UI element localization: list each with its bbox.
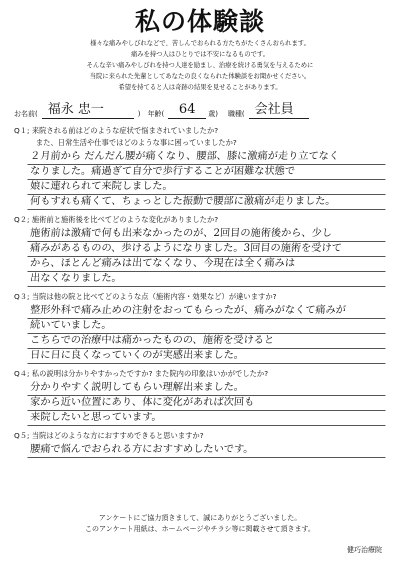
job-value: 会社員 bbox=[249, 102, 309, 119]
intro-line: そんな辛い痛みやしびれを持つ人達を励まし、治療を続ける勇気を与えるために bbox=[86, 62, 314, 69]
question-text: Q２; 施術前と施術後を比べてどのような変化がありましたか? bbox=[14, 215, 219, 224]
answer-4 bbox=[28, 381, 386, 426]
answer-line: ２月前から だんだん腰が痛くなり、腰部、膝に激痛が走り立てなく bbox=[27, 150, 386, 165]
answer-line: 家から近い位置にあり、体に変化があれば次回も bbox=[27, 396, 386, 411]
job-label: 職種( bbox=[227, 110, 245, 118]
footer-line: アンケートにご協力頂きまして、誠にありがとうございました。 bbox=[98, 514, 302, 522]
answer-line: 痛みがあるものの、歩けるようになりました。3回目の施術を受けて bbox=[27, 242, 386, 257]
footer-thanks bbox=[0, 513, 400, 535]
clinic-name: 健巧治療院 bbox=[347, 546, 382, 554]
answer-line: なりました。痛過ぎて自分で歩行することが困難な状態で bbox=[27, 165, 386, 180]
answer-1 bbox=[28, 150, 386, 210]
respondent-info bbox=[14, 99, 386, 119]
answer-line: 続いていました。 bbox=[27, 319, 386, 334]
intro-text bbox=[14, 38, 386, 93]
question-2 bbox=[14, 214, 386, 287]
intro-line: 当院に来られた先輩としてあなたの良くなられた体験談をお聞かせください。 bbox=[89, 73, 311, 80]
name-label: お名前( bbox=[14, 110, 38, 118]
question-text: Q１; 来院される前はどのような症状で悩まされていましたか? bbox=[14, 126, 219, 135]
question-1 bbox=[14, 125, 386, 210]
answer-5 bbox=[28, 443, 386, 458]
question-4 bbox=[14, 368, 386, 426]
age-label: ) 年齢( bbox=[137, 110, 165, 118]
question-text: また、日常生活や仕事ではどのような事に困っていましたか? bbox=[14, 138, 237, 147]
age-suffix: 歳) bbox=[208, 110, 218, 118]
answer-line: 施術前は激痛で何も出来なかったのが、2回目の施術後から、少し bbox=[27, 227, 386, 242]
page-title: 私の体験談 bbox=[134, 7, 265, 36]
answer-line: 腰痛で悩んでおられる方におすすめしたいです。 bbox=[27, 443, 386, 458]
answer-line: から、ほとんど痛みは出てなくなり、今現在は全く痛みは bbox=[27, 257, 386, 272]
age-value: 64 bbox=[168, 102, 206, 119]
question-text: Q３; 当院は他の院と比べてどのような点（施術内容・効果など）が違いますか? bbox=[14, 292, 277, 301]
answer-line: 出なくなりました。 bbox=[27, 272, 386, 287]
answer-line: 日に日に良くなっていくのが実感出来ました。 bbox=[27, 349, 386, 364]
question-text: Q４; 私の説明は分かりやすかったですか? また院内の印象はいかがでしたか? bbox=[14, 369, 269, 378]
name-value: 福永 忠一 bbox=[42, 102, 134, 119]
answer-line: 分かりやすく説明してもらい理解出来ました。 bbox=[27, 381, 386, 396]
intro-line: 希望を持てると人は奇跡の結果を見せることがあります。 bbox=[118, 84, 282, 91]
answer-2 bbox=[28, 227, 386, 287]
intro-line: 様々な痛みやしびれなどで、苦しんでおられる方たちがたくさんおられます。 bbox=[90, 40, 310, 47]
question-3 bbox=[14, 291, 386, 364]
answer-line: 何もすれも痛くて、ちょっとした振動で腰部に激痛が走りました。 bbox=[27, 195, 386, 210]
question-text: Q５; 当院はどのような方におすすめできると思いますか? bbox=[14, 431, 204, 440]
answer-line: 整形外科で痛み止めの注射をおってもらったが、痛みがなくて痛みが bbox=[27, 304, 386, 319]
answer-line: こちらでの治療中は痛かったものの、施術を受けると bbox=[27, 334, 386, 349]
answer-line: 来院したいと思っています。 bbox=[27, 411, 386, 426]
footer-line: このアンケート用紙は、ホームページやチラシ等に掲載させて頂きます。 bbox=[85, 525, 315, 533]
question-5 bbox=[14, 430, 386, 458]
answer-line: 娘に連れられて来院しました。 bbox=[27, 180, 386, 195]
answer-3 bbox=[28, 304, 386, 364]
intro-line: 痛みを持つ人はひとりでは不安になるものです。 bbox=[130, 51, 270, 58]
